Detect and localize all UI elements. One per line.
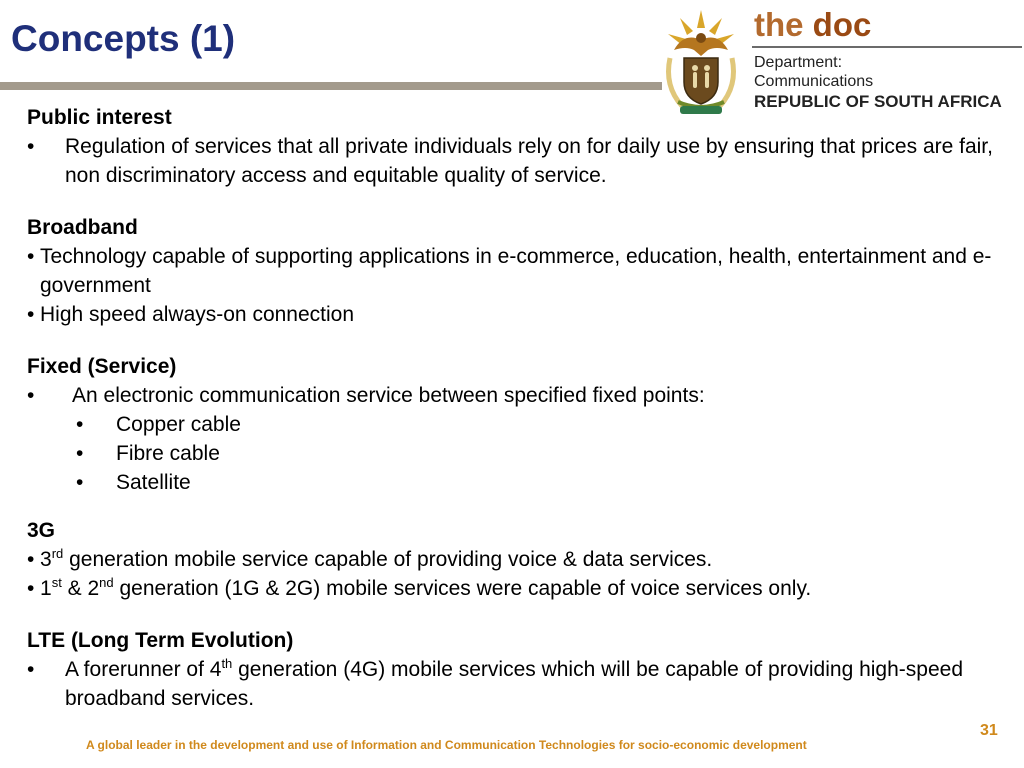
- department-line-2: Communications: [754, 73, 874, 90]
- section-fixed-service: [27, 352, 997, 497]
- list-item: [27, 132, 997, 190]
- bullet-text: Satellite: [116, 471, 191, 494]
- section-public-interest: [27, 103, 997, 190]
- country-name: REPUBLIC OF SOUTH AFRICA: [754, 92, 1002, 111]
- section-heading: Public interest: [27, 106, 172, 129]
- sub-list-item: [27, 439, 997, 468]
- bullet-text: Technology capable of supporting applications in e-commerce, education, health, entertainment and e-government: [40, 245, 992, 297]
- section-heading: 3G: [27, 519, 56, 542]
- bullet-text: Fibre cable: [116, 442, 220, 465]
- bullet-icon: •: [27, 245, 35, 268]
- list-item: [27, 574, 997, 603]
- section-heading: Fixed (Service): [27, 355, 177, 378]
- bullet-icon: •: [27, 303, 35, 326]
- bullet-icon: •: [76, 471, 84, 494]
- bullet-text: An electronic communication service between specified fixed points:: [72, 384, 705, 407]
- page-number: 31: [980, 722, 998, 739]
- bullet-text: A forerunner of 4th generation (4G) mobile services which will be capable of providing high-speed broadband services.: [65, 656, 964, 710]
- section-heading: LTE (Long Term Evolution): [27, 629, 294, 652]
- bullet-text: 1st & 2nd generation (1G & 2G) mobile services were capable of voice services only.: [40, 575, 812, 600]
- list-item: [27, 545, 997, 574]
- sub-list-item: [27, 468, 997, 497]
- bullet-icon: •: [27, 577, 35, 600]
- slide-body: [27, 103, 997, 713]
- sub-list-item: [27, 410, 997, 439]
- page-title: Concepts (1): [11, 18, 236, 59]
- section-heading: Broadband: [27, 216, 138, 239]
- list-item: [27, 655, 997, 713]
- section-broadband: [27, 213, 997, 329]
- coat-of-arms-icon: [660, 6, 742, 118]
- department-name: [754, 53, 873, 91]
- section-lte: [27, 626, 997, 713]
- wordmark-doc: doc: [803, 6, 872, 43]
- department-line-1: Department:: [754, 54, 843, 71]
- bullet-icon: •: [76, 442, 84, 465]
- list-item: [27, 381, 997, 410]
- the-doc-wordmark: [754, 6, 871, 44]
- bullet-text: High speed always-on connection: [40, 303, 355, 326]
- department-logo: [660, 0, 1024, 120]
- list-item: [27, 300, 997, 329]
- section-3g: [27, 516, 997, 603]
- title-underline: [0, 82, 662, 90]
- bullet-text: 3rd generation mobile service capable of providing voice & data services.: [40, 546, 713, 571]
- wordmark-the: the: [754, 6, 804, 43]
- bullet-icon: •: [27, 658, 35, 681]
- bullet-text: Copper cable: [116, 413, 241, 436]
- list-item: [27, 242, 997, 300]
- bullet-icon: •: [76, 413, 84, 436]
- bullet-icon: •: [27, 384, 35, 407]
- logo-divider: [752, 46, 1022, 48]
- bullet-icon: •: [27, 548, 35, 571]
- bullet-text: Regulation of services that all private individuals rely on for daily use by ensuring that prices are fair, non discriminatory access and equitable quality of service.: [65, 135, 993, 187]
- footer-tagline: A global leader in the development and use of Information and Communication Technologies for socio-economic development: [86, 738, 807, 752]
- bullet-icon: •: [27, 135, 35, 158]
